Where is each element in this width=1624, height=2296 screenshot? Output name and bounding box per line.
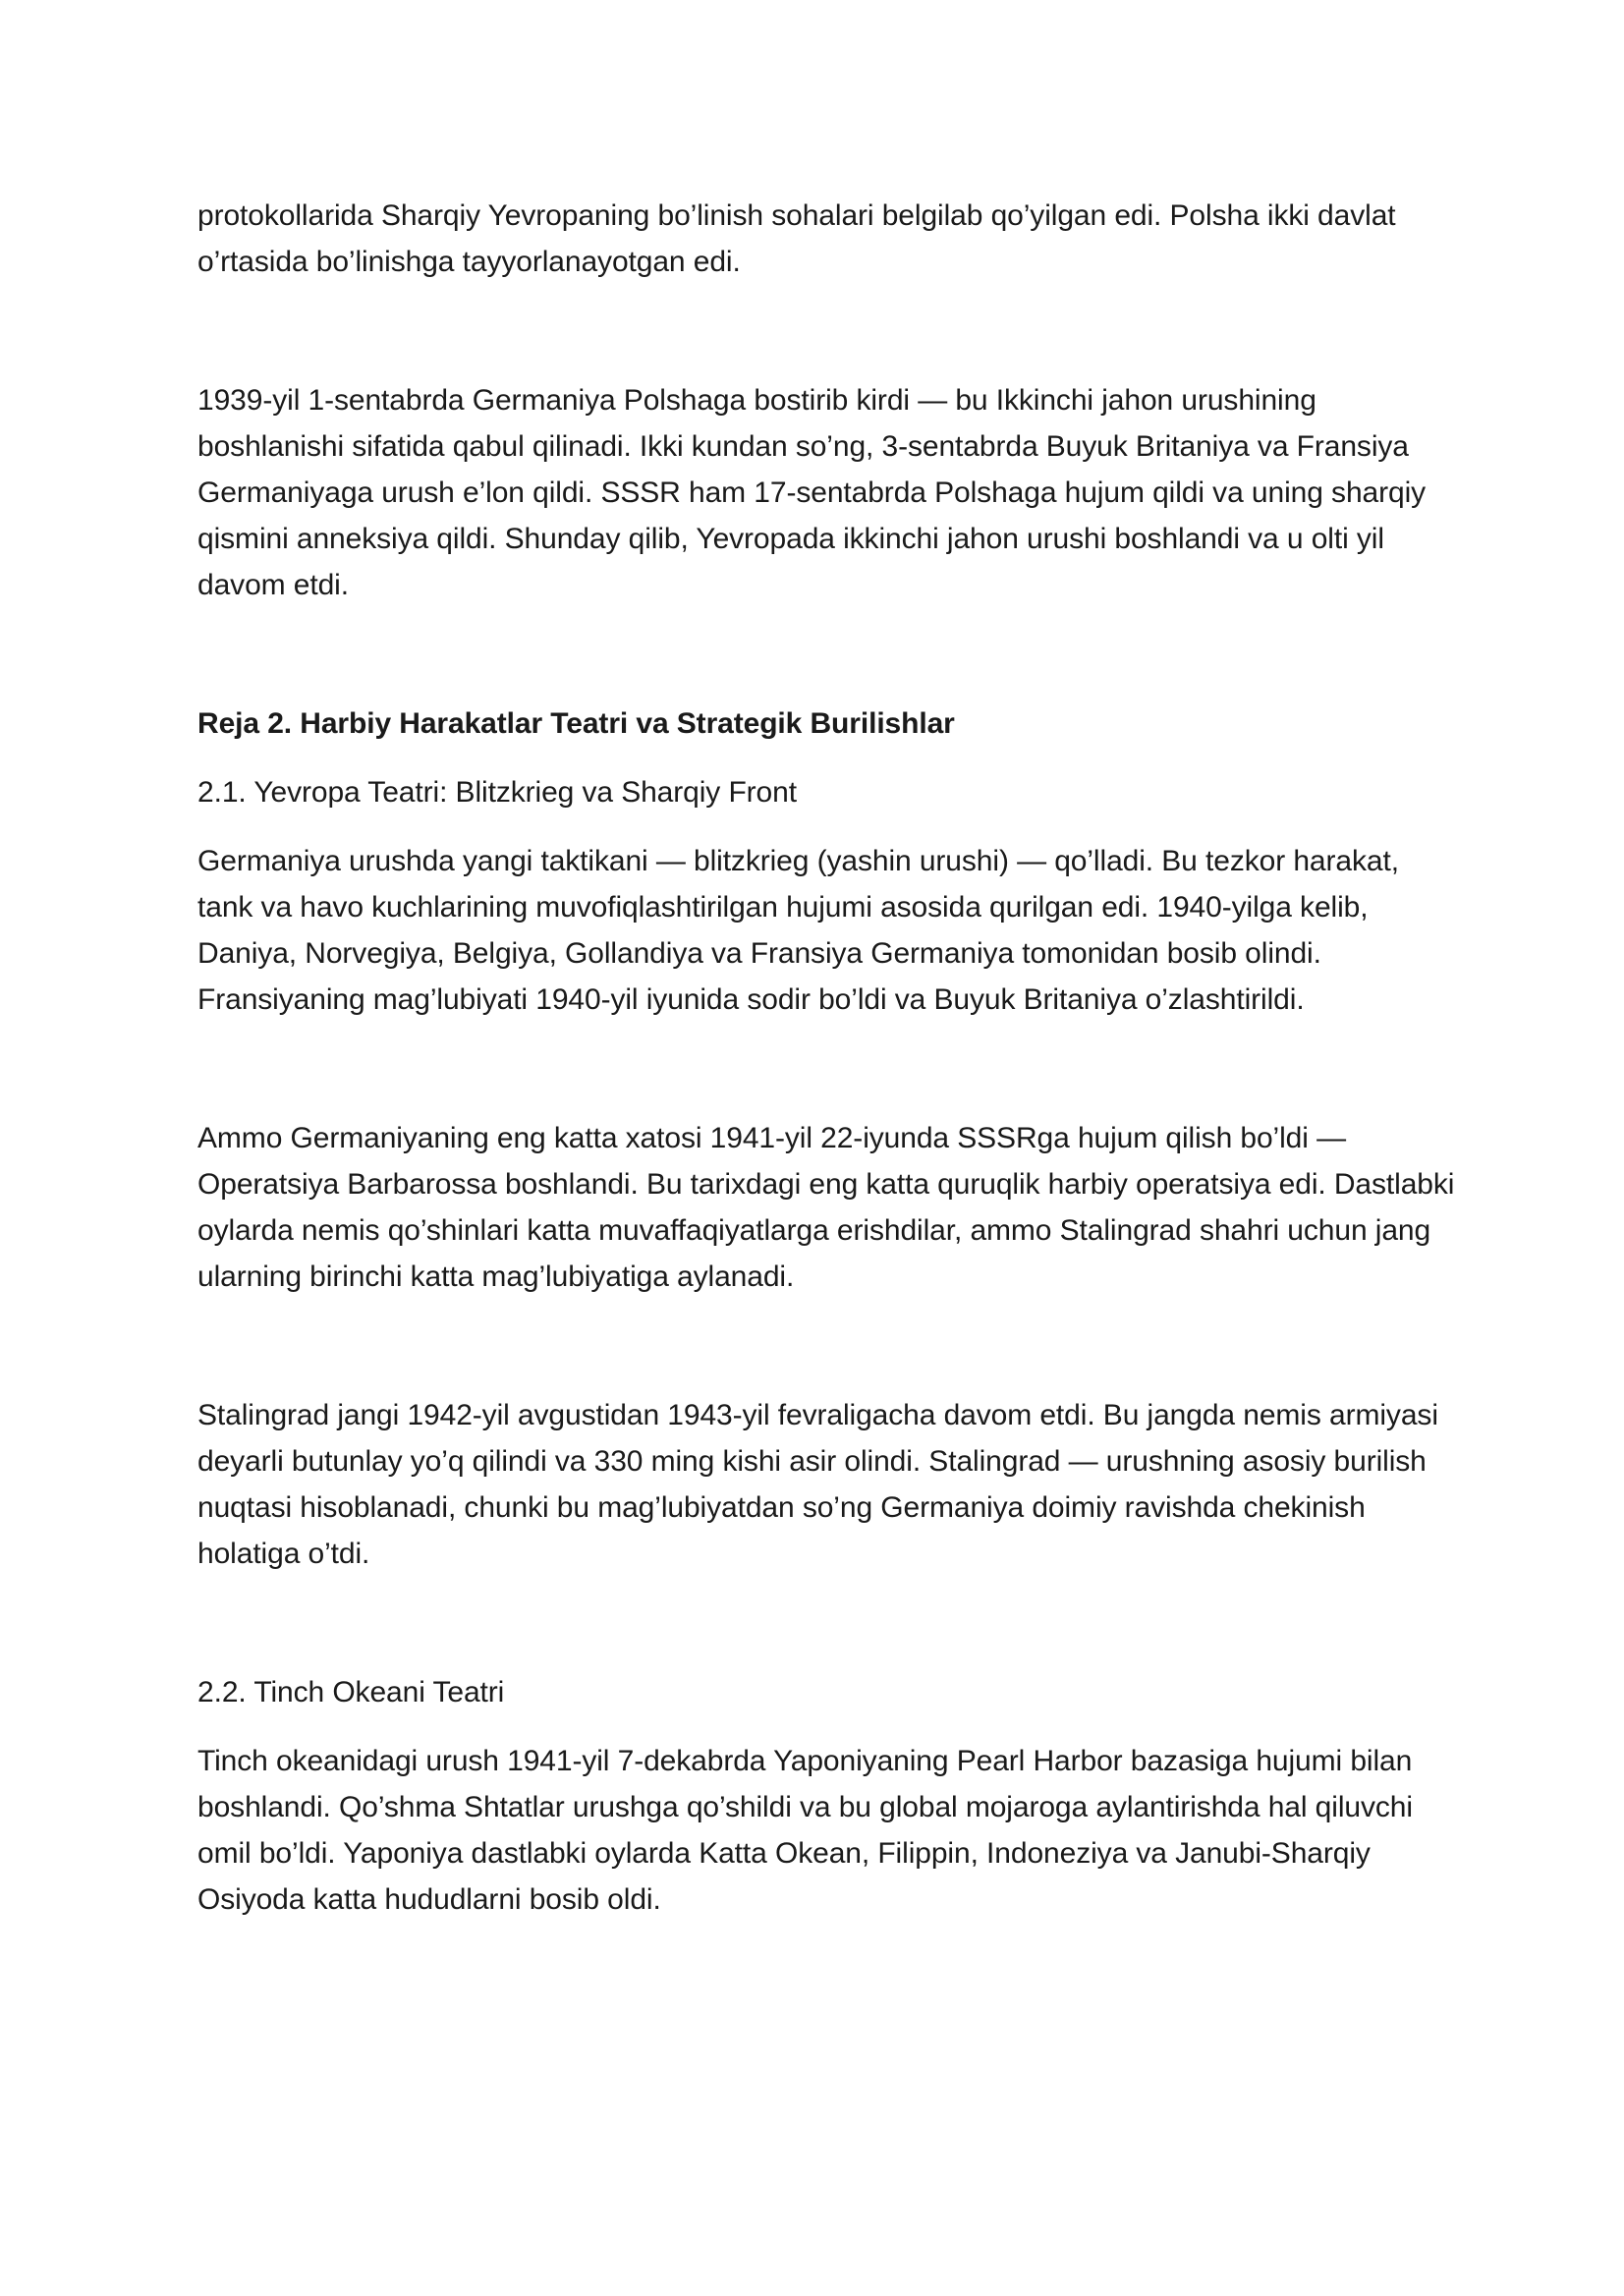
paragraph-stalingrad: Stalingrad jangi 1942-yil avgustidan 1943-yil fevraligacha davom etdi. Bu jangda nemis armiyasi deyarli butunlay yo’q qilindi va 330 ming kishi asir olindi. Stalingrad — urushning asosiy burilish nuqtasi hisoblanadi, chunki bu mag’lubiyatdan so’ng Germaniya doimiy ravishda chekinish holatiga o’tdi.: [197, 1399, 1438, 1570]
paragraph-blitzkrieg: Germaniya urushda yangi taktikani — blitzkrieg (yashin urushi) — qo’lladi. Bu tezkor harakat, tank va havo kuchlarining muvofiqlashtirilgan hujumi asosida qurilgan edi. 1940-yilga kelib, Daniya, Norvegiya, Belgiya, Gollandiya va Fransiya Germaniya tomonidan bosib olindi. Fransiyaning mag’lubiyati 1940-yil iyunida sodir bo’ldi va Buyuk Britaniya o’zlashtirildi.: [197, 845, 1399, 1016]
paragraph-protocol-continuation: protokollarida Sharqiy Yevropaning bo’linish sohalari belgilab qo’yilgan edi. Polsha ikki davlat o’rtasida bo’linishga tayyorlanayotgan edi.: [197, 199, 1396, 278]
section-heading: Reja 2. Harbiy Harakatlar Teatri va Strategik Burilishlar: [197, 707, 955, 740]
paragraph-war-beginning: 1939-yil 1-sentabrda Germaniya Polshaga bostirib kirdi — bu Ikkinchi jahon urushining boshlanishi sifatida qabul qilinadi. Ikki kundan so’ng, 3-sentabrda Buyuk Britaniya va Fransiya Germaniyaga urush e’lon qildi. SSSR ham 17-sentabrda Polshaga hujum qildi va uning sharqiy qismini anneksiya qildi. Shunday qilib, Yevropada ikkinchi jahon urushi boshlandi va u olti yil davom etdi.: [197, 384, 1427, 601]
paragraph-pacific-war: Tinch okeanidagi urush 1941-yil 7-dekabrda Yaponiyaning Pearl Harbor bazasiga hujumi bilan boshlandi. Qo’shma Shtatlar urushga qo’shildi va bu global mojaroga aylantirishda hal qiluvchi omil bo’ldi. Yaponiya dastlabki oylarda Katta Okean, Filippin, Indoneziya va Janubi-Sharqiy Osiyoda katta hududlarni bosib oldi.: [197, 1745, 1413, 1916]
subsection-heading-pacific: 2.2. Tinch Okeani Teatri: [197, 1676, 505, 1708]
document-page: [197, 193, 1455, 1923]
subsection-heading-europe: 2.1. Yevropa Teatri: Blitzkrieg va Sharqiy Front: [197, 776, 797, 809]
paragraph-barbarossa: Ammo Germaniyaning eng katta xatosi 1941-yil 22-iyunda SSSRga hujum qilish bo’ldi — Operatsiya Barbarossa boshlandi. Bu tarixdagi eng katta quruqlik harbiy operatsiya edi. Dastlabki oylarda nemis qo’shinlari katta muvaffaqiyatlarga erishdilar, ammo Stalingrad shahri uchun jang ularning birinchi katta mag’lubiyatiga aylanadi.: [197, 1122, 1455, 1293]
